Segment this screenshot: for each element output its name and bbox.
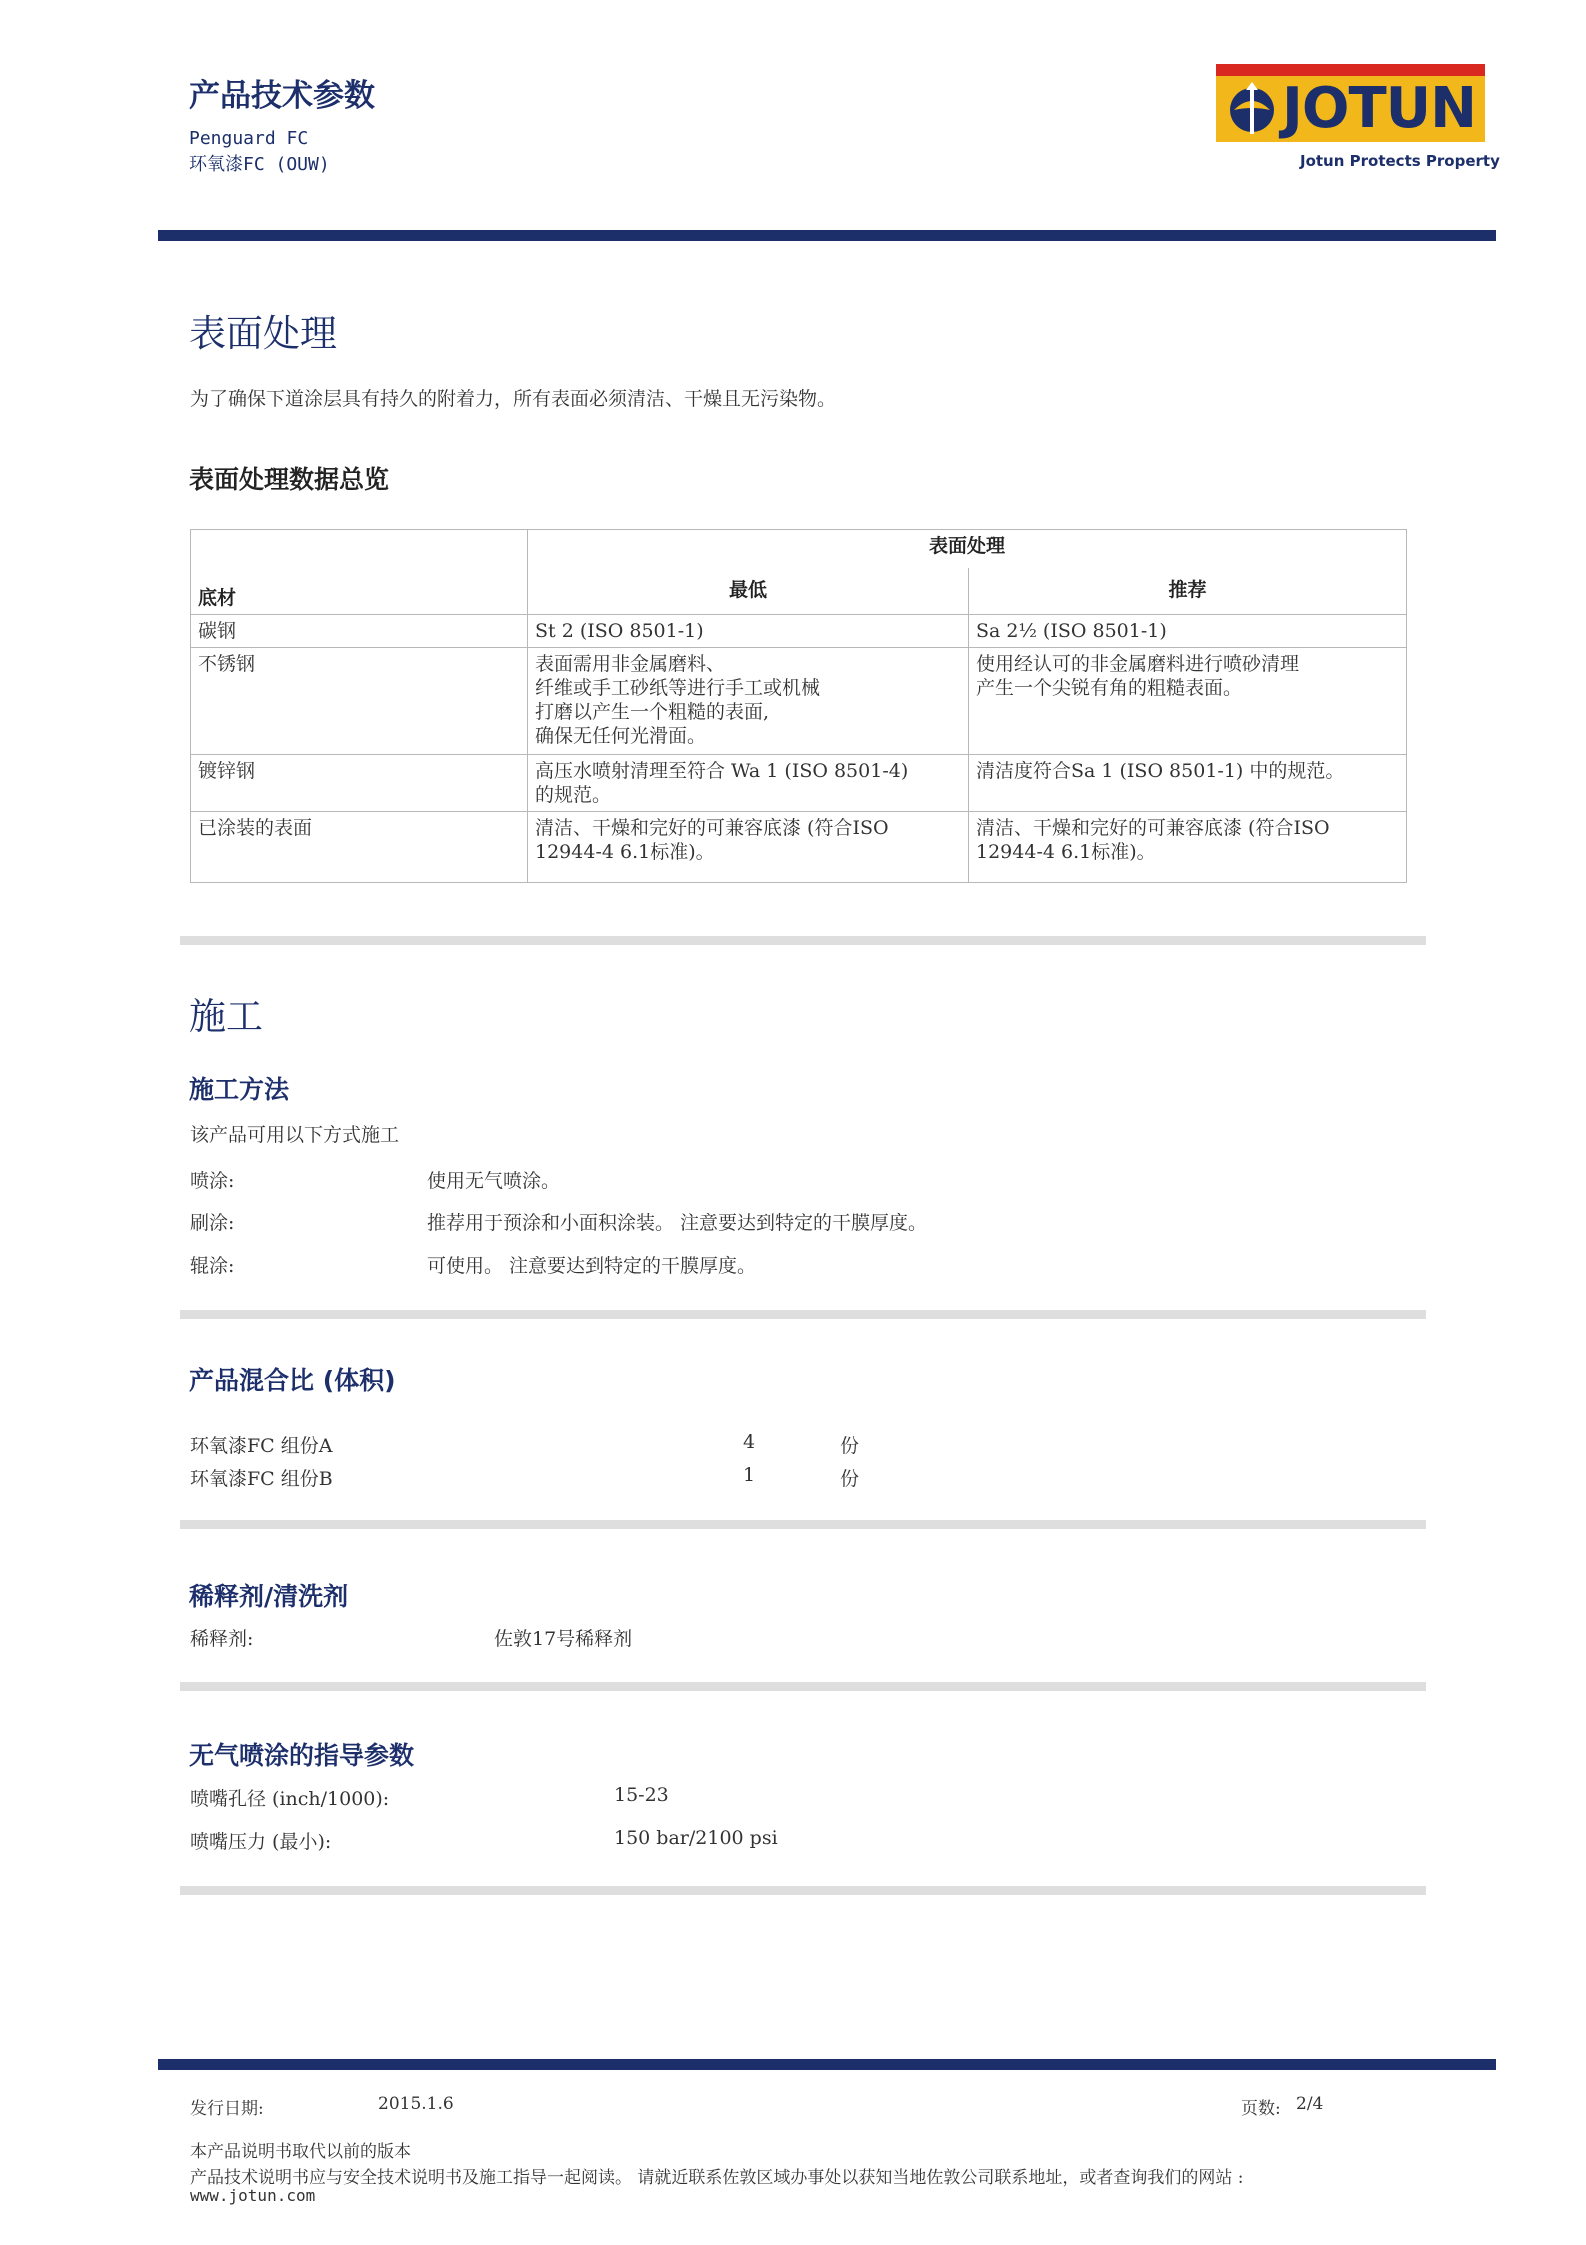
airless-heading: 无气喷涂的指导参数 [189, 1741, 415, 1770]
logo-tagline: Jotun Protects Property [1300, 152, 1500, 170]
cell-rec: Sa 2½ (ISO 8501-1) [969, 615, 1407, 648]
header-divider [158, 230, 1496, 241]
section-divider [180, 1886, 1426, 1895]
application-heading: 施工 [189, 995, 263, 1038]
cell-min: 表面需用非金属磨料、 纤维或手工砂纸等进行手工或机械 打磨以产生一个粗糙的表面, 确保无任何光滑面。 [528, 648, 969, 755]
whale-harpoon-icon [1224, 80, 1280, 138]
airless-value: 150 bar/2100 psi [614, 1827, 778, 1849]
cell-substrate: 不锈钢 [191, 648, 528, 755]
section-divider [180, 1682, 1426, 1691]
airless-label: 喷嘴孔径 (inch/1000): [190, 1788, 390, 1810]
cell-substrate: 已涂装的表面 [191, 812, 528, 883]
method-label: 喷涂: [190, 1170, 235, 1192]
table-row [191, 812, 1407, 883]
table-row [191, 648, 1407, 755]
surface-prep-table [190, 529, 1407, 883]
surface-intro: 为了确保下道涂层具有持久的附着力，所有表面必须清洁、干燥且无污染物。 [190, 388, 837, 410]
method-intro: 该产品可用以下方式施工 [190, 1124, 400, 1146]
section-divider [180, 1520, 1426, 1529]
thinner-value: 佐敦17号稀释剂 [494, 1628, 633, 1650]
thinner-heading: 稀释剂/清洗剂 [189, 1582, 349, 1611]
section-divider [180, 936, 1426, 945]
mix-qty: 1 [743, 1464, 756, 1486]
airless-label: 喷嘴压力 (最小): [190, 1831, 332, 1853]
method-label: 刷涂: [190, 1212, 235, 1234]
mix-component: 环氧漆FC 组份A [190, 1435, 333, 1457]
logo-wordmark: JOTUN [1282, 76, 1476, 141]
mix-unit: 份 [840, 1468, 860, 1490]
table-row [191, 615, 1407, 648]
logo-red-strip [1216, 64, 1485, 76]
issue-date-label: 发行日期: [190, 2099, 264, 2119]
page-label: 页数: [1241, 2099, 1281, 2119]
page-number: 2/4 [1296, 2094, 1324, 2114]
footer-note-read: 产品技术说明书应与安全技术说明书及施工指导一起阅读。 请就近联系佐敦区域办事处以获知当地佐敦公司联系地址，或者查询我们的网站 : [190, 2168, 1244, 2188]
section-divider [180, 1310, 1426, 1319]
footer-note-supersedes: 本产品说明书取代以前的版本 [190, 2142, 411, 2162]
cell-min: 高压水喷射清理至符合 Wa 1 (ISO 8501-4) 的规范。 [528, 755, 969, 812]
airless-value: 15-23 [614, 1784, 669, 1806]
cell-rec: 清洁、干燥和完好的可兼容底漆 (符合ISO 12944-4 6.1标准)。 [969, 812, 1407, 883]
thinner-label: 稀释剂: [190, 1628, 254, 1650]
method-value: 使用无气喷涂。 [427, 1170, 561, 1192]
col-rec: 推荐 [969, 568, 1407, 615]
product-name-cn: 环氧漆FC (OUW) [189, 154, 330, 175]
product-name: Penguard FC [189, 128, 309, 149]
col-min: 最低 [528, 568, 969, 615]
method-label: 辊涂: [190, 1255, 235, 1277]
mix-unit: 份 [840, 1435, 860, 1457]
table-row [191, 755, 1407, 812]
surface-summary-heading: 表面处理数据总览 [189, 465, 390, 494]
col-substrate: 底材 [191, 530, 528, 615]
col-group-surface-prep: 表面处理 [528, 530, 1407, 569]
method-heading: 施工方法 [189, 1075, 290, 1104]
mix-component: 环氧漆FC 组份B [190, 1468, 333, 1490]
cell-substrate: 碳钢 [191, 615, 528, 648]
cell-substrate: 镀锌钢 [191, 755, 528, 812]
cell-min: 清洁、干燥和完好的可兼容底漆 (符合ISO 12944-4 6.1标准)。 [528, 812, 969, 883]
cell-min: St 2 (ISO 8501-1) [528, 615, 969, 648]
cell-rec: 清洁度符合Sa 1 (ISO 8501-1) 中的规范。 [969, 755, 1407, 812]
surface-heading: 表面处理 [189, 312, 337, 355]
document-title: 产品技术参数 [189, 78, 375, 114]
mixing-heading: 产品混合比 (体积) [189, 1366, 396, 1395]
cell-rec: 使用经认可的非金属磨料进行喷砂清理 产生一个尖锐有角的粗糙表面。 [969, 648, 1407, 755]
table-header-row [191, 530, 1407, 569]
method-value: 推荐用于预涂和小面积涂装。 注意要达到特定的干膜厚度。 [427, 1212, 928, 1234]
footer-divider [158, 2059, 1496, 2070]
mix-qty: 4 [743, 1431, 756, 1453]
method-value: 可使用。 注意要达到特定的干膜厚度。 [427, 1255, 757, 1277]
footer-website-link[interactable]: www.jotun.com [190, 2186, 316, 2205]
issue-date: 2015.1.6 [378, 2094, 454, 2114]
